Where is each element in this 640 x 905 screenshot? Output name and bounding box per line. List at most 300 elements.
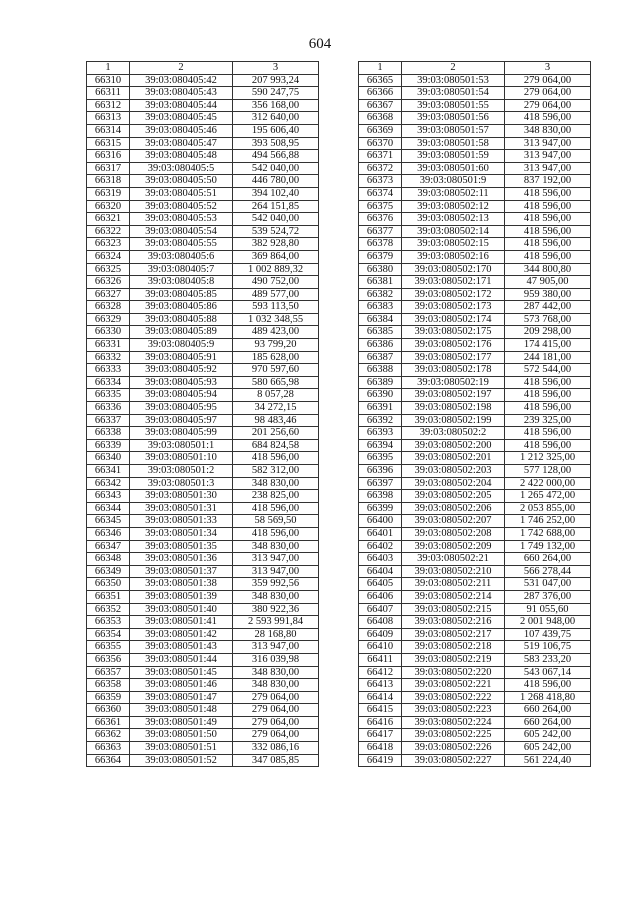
- cadastral-number: 39:03:080501:31: [130, 502, 233, 515]
- cadastral-number: 39:03:080405:44: [130, 99, 233, 112]
- cadastral-value: 348 830,00: [505, 124, 591, 137]
- cadastral-value: 490 752,00: [233, 276, 319, 289]
- cadastral-number: 39:03:080502:176: [402, 339, 505, 352]
- row-number: 66338: [87, 427, 130, 440]
- cadastral-value: 583 233,20: [505, 653, 591, 666]
- row-number: 66391: [359, 402, 402, 415]
- cadastral-number: 39:03:080502:222: [402, 691, 505, 704]
- cadastral-value: 279 064,00: [233, 729, 319, 742]
- row-number: 66417: [359, 729, 402, 742]
- cadastral-number: 39:03:080501:48: [130, 704, 233, 717]
- row-number: 66341: [87, 465, 130, 478]
- cadastral-number: 39:03:080501:54: [402, 87, 505, 100]
- cadastral-value: 418 596,00: [233, 452, 319, 465]
- table-row: [359, 439, 591, 452]
- table-row: [359, 376, 591, 389]
- row-number: 66316: [87, 150, 130, 163]
- cadastral-number: 39:03:080501:36: [130, 553, 233, 566]
- cadastral-number: 39:03:080501:60: [402, 162, 505, 175]
- row-number: 66332: [87, 351, 130, 364]
- table-row: [87, 99, 319, 112]
- table-row: [87, 313, 319, 326]
- cadastral-value: 489 423,00: [233, 326, 319, 339]
- cadastral-number: 39:03:080501:47: [130, 691, 233, 704]
- table-row: [359, 200, 591, 213]
- row-number: 66317: [87, 162, 130, 175]
- cadastral-number: 39:03:080405:89: [130, 326, 233, 339]
- cadastral-value: 348 830,00: [233, 477, 319, 490]
- cadastral-number: 39:03:080502:211: [402, 578, 505, 591]
- row-number: 66407: [359, 603, 402, 616]
- cadastral-number: 39:03:080502:178: [402, 364, 505, 377]
- table-row: [87, 477, 319, 490]
- table-row: [359, 653, 591, 666]
- row-number: 66405: [359, 578, 402, 591]
- column-header: 3: [505, 62, 591, 75]
- row-number: 66373: [359, 175, 402, 188]
- cadastral-value: 209 298,00: [505, 326, 591, 339]
- table-row: [359, 74, 591, 87]
- row-number: 66318: [87, 175, 130, 188]
- row-number: 66323: [87, 238, 130, 251]
- table-row: [87, 641, 319, 654]
- cadastral-value: 93 799,20: [233, 339, 319, 352]
- cadastral-value: 394 102,40: [233, 187, 319, 200]
- cadastral-value: 279 064,00: [505, 87, 591, 100]
- cadastral-value: 348 830,00: [233, 666, 319, 679]
- row-number: 66375: [359, 200, 402, 213]
- row-number: 66374: [359, 187, 402, 200]
- table-row: [87, 716, 319, 729]
- table-row: [87, 653, 319, 666]
- row-number: 66347: [87, 540, 130, 553]
- cadastral-number: 39:03:080501:57: [402, 124, 505, 137]
- table-row: [359, 99, 591, 112]
- cadastral-number: 39:03:080501:2: [130, 465, 233, 478]
- row-number: 66395: [359, 452, 402, 465]
- cadastral-number: 39:03:080405:6: [130, 250, 233, 263]
- cadastral-number: 39:03:080501:55: [402, 99, 505, 112]
- cadastral-number: 39:03:080501:1: [130, 439, 233, 452]
- row-number: 66376: [359, 213, 402, 226]
- table-row: [359, 540, 591, 553]
- cadastral-number: 39:03:080405:46: [130, 124, 233, 137]
- table-row: [87, 565, 319, 578]
- table-row: [87, 213, 319, 226]
- row-number: 66384: [359, 313, 402, 326]
- table-row: [87, 162, 319, 175]
- cadastral-value: 279 064,00: [233, 704, 319, 717]
- row-number: 66343: [87, 490, 130, 503]
- cadastral-value: 418 596,00: [505, 250, 591, 263]
- row-number: 66320: [87, 200, 130, 213]
- cadastral-value: 1 749 132,00: [505, 540, 591, 553]
- row-number: 66346: [87, 527, 130, 540]
- cadastral-number: 39:03:080502:200: [402, 439, 505, 452]
- cadastral-number: 39:03:080501:37: [130, 565, 233, 578]
- row-number: 66324: [87, 250, 130, 263]
- cadastral-value: 28 168,80: [233, 628, 319, 641]
- table-row: [87, 376, 319, 389]
- row-number: 66399: [359, 502, 402, 515]
- cadastral-value: 332 086,16: [233, 742, 319, 755]
- row-number: 66414: [359, 691, 402, 704]
- row-number: 66394: [359, 439, 402, 452]
- cadastral-number: 39:03:080502:171: [402, 276, 505, 289]
- row-number: 66356: [87, 653, 130, 666]
- table-row: [359, 716, 591, 729]
- cadastral-value: 572 544,00: [505, 364, 591, 377]
- row-number: 66409: [359, 628, 402, 641]
- row-number: 66397: [359, 477, 402, 490]
- row-number: 66393: [359, 427, 402, 440]
- cadastral-value: 279 064,00: [233, 691, 319, 704]
- cadastral-value: 418 596,00: [505, 213, 591, 226]
- row-number: 66355: [87, 641, 130, 654]
- table-row: [359, 238, 591, 251]
- cadastral-value: 970 597,60: [233, 364, 319, 377]
- row-number: 66382: [359, 288, 402, 301]
- cadastral-number: 39:03:080405:55: [130, 238, 233, 251]
- row-number: 66325: [87, 263, 130, 276]
- row-number: 66322: [87, 225, 130, 238]
- cadastral-value: 47 905,00: [505, 276, 591, 289]
- cadastral-number: 39:03:080405:95: [130, 402, 233, 415]
- cadastral-value: 566 278,44: [505, 565, 591, 578]
- cadastral-value: 382 928,80: [233, 238, 319, 251]
- cadastral-value: 1 212 325,00: [505, 452, 591, 465]
- cadastral-number: 39:03:080405:7: [130, 263, 233, 276]
- table-row: [87, 603, 319, 616]
- cadastral-number: 39:03:080405:94: [130, 389, 233, 402]
- column-header: 1: [87, 62, 130, 75]
- table-row: [359, 364, 591, 377]
- table-row: [87, 490, 319, 503]
- cadastral-number: 39:03:080501:50: [130, 729, 233, 742]
- row-number: 66333: [87, 364, 130, 377]
- cadastral-value: 313 947,00: [233, 565, 319, 578]
- cadastral-value: 91 055,60: [505, 603, 591, 616]
- cadastral-number: 39:03:080501:49: [130, 716, 233, 729]
- table-row: [87, 250, 319, 263]
- cadastral-number: 39:03:080502:173: [402, 301, 505, 314]
- cadastral-value: 561 224,40: [505, 754, 591, 767]
- cadastral-number: 39:03:080502:175: [402, 326, 505, 339]
- table-row: [359, 578, 591, 591]
- row-number: 66334: [87, 376, 130, 389]
- registry-table-left: [86, 61, 319, 767]
- table-row: [359, 87, 591, 100]
- cadastral-value: 582 312,00: [233, 465, 319, 478]
- row-number: 66381: [359, 276, 402, 289]
- row-number: 66313: [87, 112, 130, 125]
- table-row: [359, 679, 591, 692]
- cadastral-value: 418 596,00: [505, 439, 591, 452]
- cadastral-value: 531 047,00: [505, 578, 591, 591]
- row-number: 66315: [87, 137, 130, 150]
- cadastral-number: 39:03:080502:219: [402, 653, 505, 666]
- row-number: 66389: [359, 376, 402, 389]
- cadastral-value: 107 439,75: [505, 628, 591, 641]
- cadastral-number: 39:03:080405:86: [130, 301, 233, 314]
- cadastral-value: 359 992,56: [233, 578, 319, 591]
- row-number: 66352: [87, 603, 130, 616]
- table-row: [87, 112, 319, 125]
- cadastral-value: 393 508,95: [233, 137, 319, 150]
- cadastral-value: 542 040,00: [233, 162, 319, 175]
- cadastral-value: 287 442,00: [505, 301, 591, 314]
- cadastral-value: 418 596,00: [505, 112, 591, 125]
- row-number: 66387: [359, 351, 402, 364]
- table-row: [359, 313, 591, 326]
- row-number: 66413: [359, 679, 402, 692]
- table-row: [87, 74, 319, 87]
- table-row: [87, 527, 319, 540]
- table-row: [87, 339, 319, 352]
- cadastral-number: 39:03:080502:16: [402, 250, 505, 263]
- cadastral-number: 39:03:080501:3: [130, 477, 233, 490]
- row-number: 66369: [359, 124, 402, 137]
- row-number: 66416: [359, 716, 402, 729]
- cadastral-number: 39:03:080405:53: [130, 213, 233, 226]
- registry-table-right: [358, 61, 591, 767]
- cadastral-number: 39:03:080501:43: [130, 641, 233, 654]
- table-row: [87, 427, 319, 440]
- cadastral-number: 39:03:080501:35: [130, 540, 233, 553]
- table-row: [359, 553, 591, 566]
- row-number: 66366: [359, 87, 402, 100]
- row-number: 66321: [87, 213, 130, 226]
- row-number: 66328: [87, 301, 130, 314]
- cadastral-value: 2 422 000,00: [505, 477, 591, 490]
- cadastral-value: 8 057,28: [233, 389, 319, 402]
- cadastral-number: 39:03:080501:52: [130, 754, 233, 767]
- cadastral-number: 39:03:080502:207: [402, 515, 505, 528]
- table-row: [87, 402, 319, 415]
- row-number: 66415: [359, 704, 402, 717]
- row-number: 66406: [359, 590, 402, 603]
- cadastral-number: 39:03:080502:215: [402, 603, 505, 616]
- cadastral-value: 573 768,00: [505, 313, 591, 326]
- table-row: [359, 477, 591, 490]
- table-row: [87, 351, 319, 364]
- row-number: 66335: [87, 389, 130, 402]
- cadastral-value: 313 947,00: [505, 137, 591, 150]
- table-row: [359, 276, 591, 289]
- cadastral-value: 605 242,00: [505, 729, 591, 742]
- table-row: [87, 729, 319, 742]
- cadastral-value: 418 596,00: [505, 402, 591, 415]
- table-row: [87, 175, 319, 188]
- cadastral-value: 684 824,58: [233, 439, 319, 452]
- cadastral-value: 344 800,80: [505, 263, 591, 276]
- table-row: [87, 288, 319, 301]
- cadastral-value: 174 415,00: [505, 339, 591, 352]
- cadastral-number: 39:03:080405:54: [130, 225, 233, 238]
- cadastral-value: 316 039,98: [233, 653, 319, 666]
- cadastral-value: 380 922,36: [233, 603, 319, 616]
- row-number: 66329: [87, 313, 130, 326]
- cadastral-number: 39:03:080405:9: [130, 339, 233, 352]
- cadastral-value: 348 830,00: [233, 679, 319, 692]
- row-number: 66360: [87, 704, 130, 717]
- table-row: [359, 641, 591, 654]
- table-row: [87, 452, 319, 465]
- cadastral-number: 39:03:080405:91: [130, 351, 233, 364]
- cadastral-number: 39:03:080405:50: [130, 175, 233, 188]
- cadastral-number: 39:03:080502:220: [402, 666, 505, 679]
- row-number: 66403: [359, 553, 402, 566]
- row-number: 66401: [359, 527, 402, 540]
- cadastral-value: 369 864,00: [233, 250, 319, 263]
- cadastral-value: 519 106,75: [505, 641, 591, 654]
- cadastral-value: 279 064,00: [505, 74, 591, 87]
- cadastral-number: 39:03:080405:88: [130, 313, 233, 326]
- table-row: [87, 616, 319, 629]
- table-row: [359, 666, 591, 679]
- table-row: [87, 540, 319, 553]
- cadastral-number: 39:03:080502:174: [402, 313, 505, 326]
- cadastral-number: 39:03:080502:216: [402, 616, 505, 629]
- row-number: 66345: [87, 515, 130, 528]
- row-number: 66348: [87, 553, 130, 566]
- cadastral-number: 39:03:080405:45: [130, 112, 233, 125]
- table-row: [87, 414, 319, 427]
- cadastral-value: 1 265 472,00: [505, 490, 591, 503]
- table-row: [359, 729, 591, 742]
- table-row: [87, 691, 319, 704]
- row-number: 66368: [359, 112, 402, 125]
- row-number: 66331: [87, 339, 130, 352]
- cadastral-value: 98 483,46: [233, 414, 319, 427]
- cadastral-number: 39:03:080502:221: [402, 679, 505, 692]
- cadastral-value: 539 524,72: [233, 225, 319, 238]
- cadastral-number: 39:03:080502:172: [402, 288, 505, 301]
- row-number: 66354: [87, 628, 130, 641]
- row-number: 66408: [359, 616, 402, 629]
- row-number: 66361: [87, 716, 130, 729]
- cadastral-value: 660 264,00: [505, 553, 591, 566]
- cadastral-number: 39:03:080502:21: [402, 553, 505, 566]
- row-number: 66404: [359, 565, 402, 578]
- cadastral-value: 348 830,00: [233, 540, 319, 553]
- cadastral-number: 39:03:080502:224: [402, 716, 505, 729]
- cadastral-value: 580 665,98: [233, 376, 319, 389]
- header-row: [87, 62, 319, 75]
- cadastral-number: 39:03:080502:13: [402, 213, 505, 226]
- table-row: [87, 187, 319, 200]
- cadastral-value: 287 376,00: [505, 590, 591, 603]
- cadastral-number: 39:03:080501:34: [130, 527, 233, 540]
- cadastral-value: 347 085,85: [233, 754, 319, 767]
- row-number: 66327: [87, 288, 130, 301]
- row-number: 66357: [87, 666, 130, 679]
- cadastral-number: 39:03:080502:197: [402, 389, 505, 402]
- cadastral-number: 39:03:080502:227: [402, 754, 505, 767]
- row-number: 66339: [87, 439, 130, 452]
- cadastral-value: 418 596,00: [233, 502, 319, 515]
- table-row: [87, 553, 319, 566]
- row-number: 66310: [87, 74, 130, 87]
- cadastral-value: 418 596,00: [505, 238, 591, 251]
- cadastral-number: 39:03:080405:47: [130, 137, 233, 150]
- table-row: [87, 87, 319, 100]
- cadastral-number: 39:03:080502:12: [402, 200, 505, 213]
- table-row: [359, 288, 591, 301]
- table-row: [87, 276, 319, 289]
- cadastral-number: 39:03:080502:199: [402, 414, 505, 427]
- row-number: 66410: [359, 641, 402, 654]
- row-number: 66353: [87, 616, 130, 629]
- row-number: 66380: [359, 263, 402, 276]
- row-number: 66330: [87, 326, 130, 339]
- cadastral-value: 1 746 252,00: [505, 515, 591, 528]
- table-row: [87, 590, 319, 603]
- row-number: 66319: [87, 187, 130, 200]
- table-row: [359, 754, 591, 767]
- row-number: 66418: [359, 742, 402, 755]
- column-header: 2: [402, 62, 505, 75]
- cadastral-value: 185 628,00: [233, 351, 319, 364]
- cadastral-value: 418 596,00: [233, 527, 319, 540]
- row-number: 66398: [359, 490, 402, 503]
- cadastral-value: 418 596,00: [505, 187, 591, 200]
- table-row: [359, 490, 591, 503]
- table-row: [359, 339, 591, 352]
- row-number: 66400: [359, 515, 402, 528]
- cadastral-number: 39:03:080502:2: [402, 427, 505, 440]
- table-row: [359, 515, 591, 528]
- cadastral-value: 1 268 418,80: [505, 691, 591, 704]
- row-number: 66349: [87, 565, 130, 578]
- row-number: 66314: [87, 124, 130, 137]
- table-row: [87, 502, 319, 515]
- row-number: 66350: [87, 578, 130, 591]
- cadastral-number: 39:03:080502:205: [402, 490, 505, 503]
- cadastral-number: 39:03:080502:218: [402, 641, 505, 654]
- row-number: 66367: [359, 99, 402, 112]
- cadastral-value: 1 002 889,32: [233, 263, 319, 276]
- row-number: 66412: [359, 666, 402, 679]
- table-row: [87, 150, 319, 163]
- table-row: [359, 301, 591, 314]
- table-row: [359, 590, 591, 603]
- table-row: [359, 628, 591, 641]
- cadastral-value: 207 993,24: [233, 74, 319, 87]
- cadastral-value: 418 596,00: [505, 225, 591, 238]
- row-number: 66358: [87, 679, 130, 692]
- cadastral-number: 39:03:080501:33: [130, 515, 233, 528]
- row-number: 66402: [359, 540, 402, 553]
- row-number: 66312: [87, 99, 130, 112]
- cadastral-number: 39:03:080501:30: [130, 490, 233, 503]
- table-row: [87, 628, 319, 641]
- table-row: [87, 263, 319, 276]
- cadastral-value: 418 596,00: [505, 427, 591, 440]
- cadastral-value: 201 256,60: [233, 427, 319, 440]
- row-number: 66390: [359, 389, 402, 402]
- cadastral-number: 39:03:080502:204: [402, 477, 505, 490]
- cadastral-number: 39:03:080405:5: [130, 162, 233, 175]
- cadastral-value: 489 577,00: [233, 288, 319, 301]
- column-header: 1: [359, 62, 402, 75]
- table-row: [87, 200, 319, 213]
- table-row: [359, 616, 591, 629]
- row-number: 66336: [87, 402, 130, 415]
- header-row: [359, 62, 591, 75]
- cadastral-value: 1 742 688,00: [505, 527, 591, 540]
- table-row: [87, 742, 319, 755]
